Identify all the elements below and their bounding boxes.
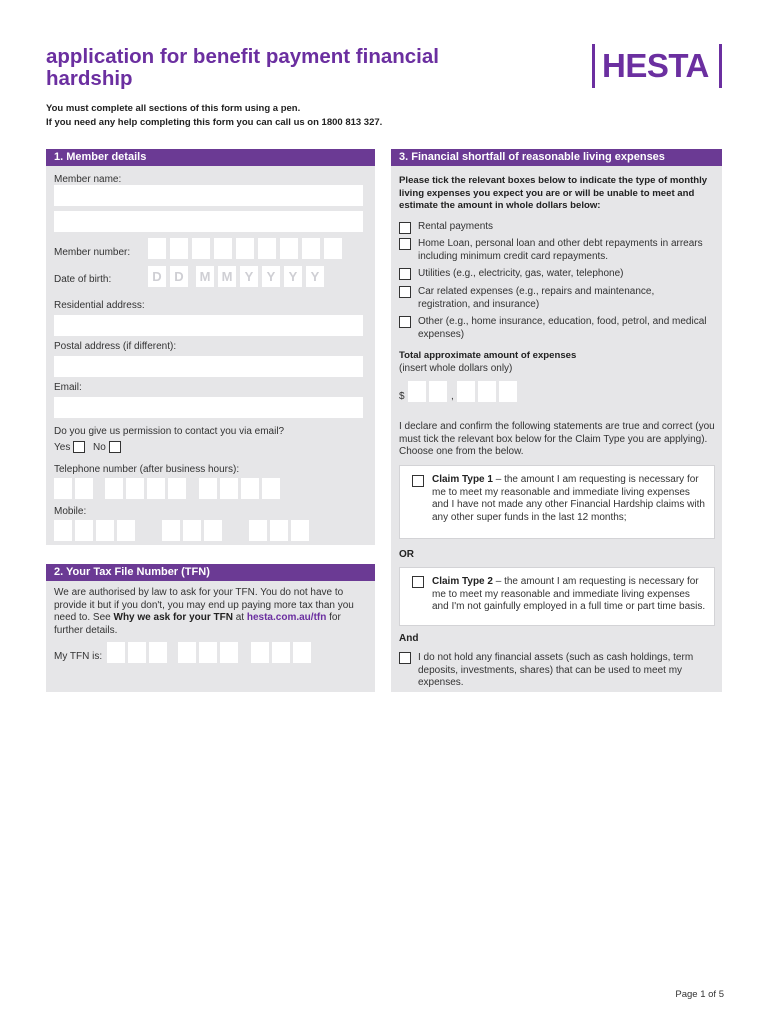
member-number-box[interactable] [236, 238, 254, 259]
mobile-box[interactable] [75, 520, 93, 541]
member-number-box[interactable] [258, 238, 276, 259]
member-number-box[interactable] [280, 238, 298, 259]
other-checkbox[interactable] [399, 316, 411, 328]
section-3-heading: 3. Financial shortfall of reasonable living expenses [391, 149, 722, 166]
section-member-details [46, 149, 375, 545]
dob-day-box[interactable]: D [170, 266, 188, 287]
member-number-box[interactable] [324, 238, 342, 259]
mobile-box[interactable] [96, 520, 114, 541]
tfn-link[interactable]: hesta.com.au/tfn [246, 612, 327, 624]
mobile-box[interactable] [183, 520, 201, 541]
mobile-box[interactable] [162, 520, 180, 541]
form-title: application for benefit payment financial hardship [46, 45, 439, 90]
telephone-box[interactable] [168, 478, 186, 499]
or-label: OR [399, 549, 414, 560]
telephone-box[interactable] [75, 478, 93, 499]
member-number-box[interactable] [302, 238, 320, 259]
residential-address-input[interactable] [54, 315, 363, 336]
tfn-box[interactable] [220, 642, 238, 663]
email-label: Email: [54, 382, 82, 393]
claim-type-1-checkbox[interactable] [412, 475, 424, 487]
utilities-checkbox[interactable] [399, 268, 411, 280]
amount-box[interactable] [429, 381, 447, 402]
section-2-heading: 2. Your Tax File Number (TFN) [46, 564, 375, 581]
claim-type-2-text [432, 576, 707, 614]
claim-type-1-title: Claim Type 1 [432, 474, 493, 485]
tfn-box[interactable] [178, 642, 196, 663]
claim-type-2-title: Claim Type 2 [432, 576, 493, 587]
assets-text: I do not hold any financial assets (such as cash holdings, term deposits, investments, shares) that can be used to meet my expenses. [418, 652, 694, 689]
tfn-label: My TFN is: [54, 651, 103, 662]
no-checkbox[interactable] [109, 441, 121, 453]
tfn-box[interactable] [199, 642, 217, 663]
tfn-box[interactable] [293, 642, 311, 663]
assets-checkbox[interactable] [399, 652, 411, 664]
tfn-paragraph [54, 587, 354, 637]
tfn-text-part1: We are authorised by law to ask for your TFN. You do not have to provide it but if you don't, you may end up paying more tax than you need to. See [54, 587, 354, 624]
logo-bar-left [592, 44, 595, 88]
logo-text: HESTA [602, 47, 709, 84]
and-label: And [399, 633, 419, 644]
member-name-label: Member name: [54, 174, 122, 185]
amount-box[interactable] [478, 381, 496, 402]
page-number: Page 1 of 5 [675, 989, 724, 1000]
claim-type-2-box [399, 567, 715, 626]
telephone-box[interactable] [147, 478, 165, 499]
intro-line-1: You must complete all sections of this form using a pen. [46, 103, 301, 114]
mobile-box[interactable] [270, 520, 288, 541]
loan-option-label: Home Loan, personal loan and other debt repayments in arrears including minimum credit card repayments. [418, 238, 703, 262]
amount-box[interactable] [408, 381, 426, 402]
telephone-box[interactable] [105, 478, 123, 499]
logo-bar-right [719, 44, 722, 88]
dob-label: Date of birth: [54, 274, 112, 285]
dob-year-box[interactable]: Y [262, 266, 280, 287]
expense-instruction: Please tick the relevant boxes below to indicate the type of monthly living expenses you expect you are or will be unable to meet and estimate the amount in whole dollars below: [399, 175, 708, 212]
yes-checkbox[interactable] [73, 441, 85, 453]
yes-label: Yes [54, 442, 71, 453]
claim-type-2-checkbox[interactable] [412, 576, 424, 588]
intro-line-2: If you need any help completing this form you can call us on 1800 813 327. [46, 116, 383, 128]
telephone-box[interactable] [126, 478, 144, 499]
dob-year-box[interactable]: Y [306, 266, 324, 287]
intro-text [46, 102, 382, 129]
claim-type-1-desc: – the amount I am requesting is necessary for me to meet my reasonable and immediate living expenses and I have not made any other Financial Hardship claims with any other super funds in the last 12 months; [432, 474, 705, 523]
dob-day-box[interactable]: D [148, 266, 166, 287]
tfn-box[interactable] [272, 642, 290, 663]
rental-option-label: Rental payments [418, 221, 494, 232]
dob-month-box[interactable]: M [196, 266, 214, 287]
tfn-why-bold: Why we ask for your TFN [113, 612, 233, 624]
telephone-box[interactable] [220, 478, 238, 499]
mobile-box[interactable] [249, 520, 267, 541]
utilities-option-label: Utilities (e.g., electricity, gas, water, telephone) [418, 268, 624, 279]
no-label: No [93, 442, 106, 453]
claim-type-2-desc: – the amount I am requesting is necessary for me to meet my reasonable and immediate living expenses and I'm not gainfully employed in a full time or part time basis. [432, 576, 706, 613]
telephone-label: Telephone number (after business hours): [54, 464, 240, 475]
rental-checkbox[interactable] [399, 222, 411, 234]
other-option-label: Other (e.g., home insurance, education, food, petrol, and medical expenses) [418, 316, 707, 340]
mobile-box[interactable] [204, 520, 222, 541]
email-input[interactable] [54, 397, 363, 418]
telephone-box[interactable] [199, 478, 217, 499]
tfn-box[interactable] [107, 642, 125, 663]
car-option-label: Car related expenses (e.g., repairs and maintenance, registration, and insurance) [418, 286, 655, 310]
postal-address-input[interactable] [54, 356, 363, 377]
dollar-sign: $ [399, 391, 405, 402]
member-number-box[interactable] [148, 238, 166, 259]
member-number-box[interactable] [170, 238, 188, 259]
member-number-label: Member number: [54, 247, 131, 258]
dob-year-box[interactable]: Y [284, 266, 302, 287]
residential-address-label: Residential address: [54, 300, 145, 311]
dob-year-box[interactable]: Y [240, 266, 258, 287]
mobile-box[interactable] [291, 520, 309, 541]
email-permission-label: Do you give us permission to contact you via email? [54, 426, 285, 437]
amount-box[interactable] [499, 381, 517, 402]
member-number-box[interactable] [192, 238, 210, 259]
dob-month-box[interactable]: M [218, 266, 236, 287]
member-name-input-2[interactable] [54, 211, 363, 232]
car-checkbox[interactable] [399, 286, 411, 298]
loan-checkbox[interactable] [399, 238, 411, 250]
declaration-text: I declare and confirm the following statements are true and correct (you must tick the relevant box below for the Claim Type you are applying). Choose one from the below. [399, 421, 715, 458]
tfn-box[interactable] [149, 642, 167, 663]
hesta-logo [592, 44, 722, 88]
telephone-box[interactable] [54, 478, 72, 499]
section-1-heading: 1. Member details [46, 149, 375, 166]
postal-address-label: Postal address (if different): [54, 341, 177, 352]
mobile-label: Mobile: [54, 506, 87, 517]
tfn-text-part3: for further details. [54, 612, 341, 636]
amount-box[interactable] [457, 381, 475, 402]
tfn-box[interactable] [128, 642, 146, 663]
claim-type-1-text [432, 474, 707, 524]
section-financial-shortfall [391, 149, 722, 692]
tfn-box[interactable] [251, 642, 269, 663]
total-sublabel: (insert whole dollars only) [399, 363, 513, 374]
claim-type-1-box [399, 465, 715, 539]
tfn-text-part2: at [232, 612, 247, 624]
member-name-input-1[interactable] [54, 185, 363, 206]
mobile-box[interactable] [54, 520, 72, 541]
section-tfn [46, 564, 375, 692]
member-number-box[interactable] [214, 238, 232, 259]
amount-comma: , [451, 391, 454, 402]
telephone-box[interactable] [241, 478, 259, 499]
telephone-box[interactable] [262, 478, 280, 499]
mobile-box[interactable] [117, 520, 135, 541]
total-label: Total approximate amount of expenses [399, 350, 577, 361]
